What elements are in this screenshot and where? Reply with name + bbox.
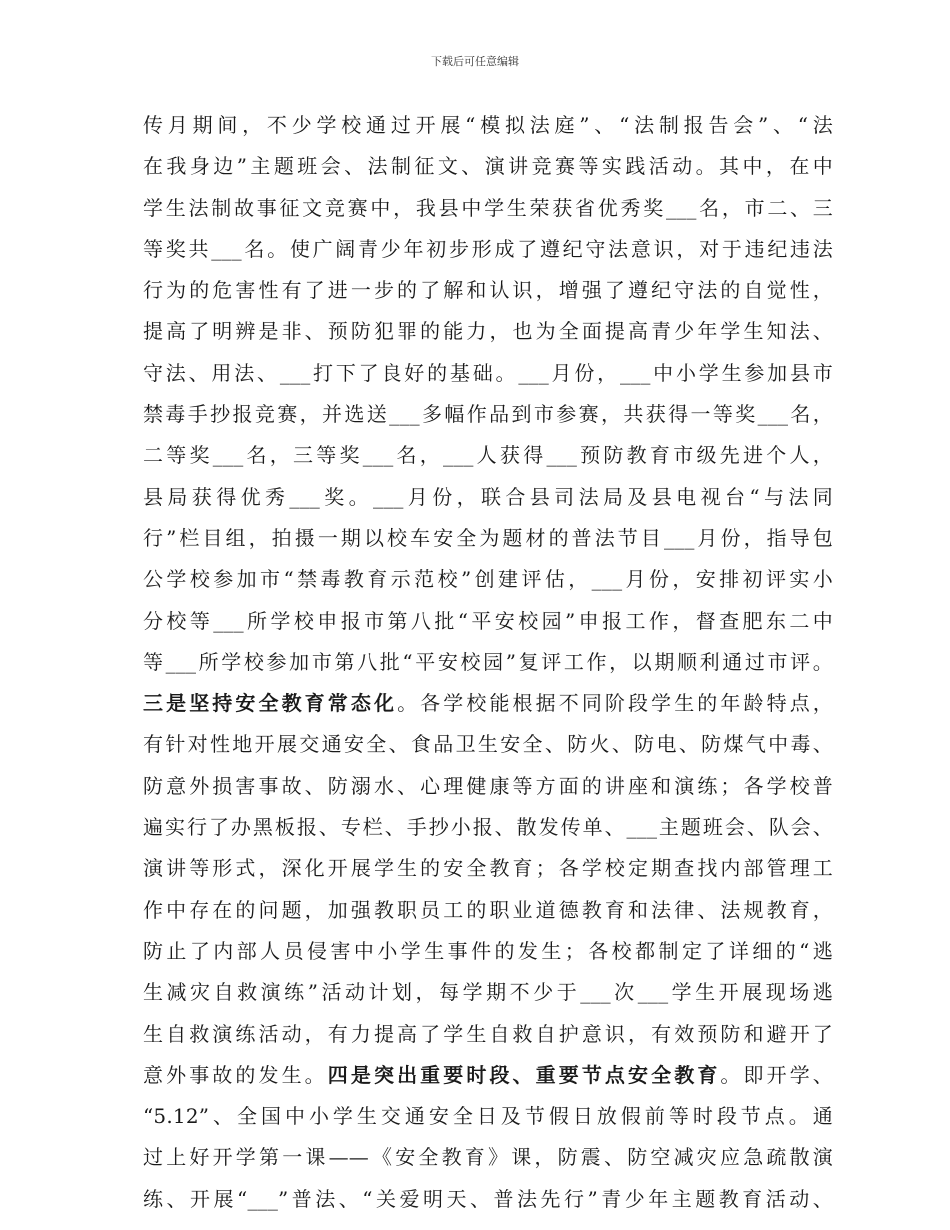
line-text: 行为的危害性有了进一步的了解和认识，增强了遵纪守法的自觉性，	[143, 278, 833, 303]
bold-heading-text: 四是突出重要时段、重要节点安全教育	[327, 1062, 721, 1087]
line-text: 生自救演练活动，有力提高了学生自救自护意识，有效预防和避开了	[143, 1021, 833, 1046]
text-line	[143, 1179, 833, 1220]
text-line	[143, 477, 833, 518]
text-line	[143, 931, 833, 972]
text-line	[143, 601, 833, 642]
text-line	[143, 146, 833, 187]
line-text: 公学校参加市“禁毒教育示范校”创建评估，___月份，安排初评实小	[143, 567, 833, 592]
line-text: 演讲等形式，深化开展学生的安全教育；各学校定期查找内部管理工	[143, 856, 833, 881]
line-text: 二等奖___名，三等奖___名，___人获得___预防教育市级先进个人，	[143, 443, 833, 468]
line-text: 生减灾自救演练”活动计划，每学期不少于___次___学生开展现场逃	[143, 980, 833, 1005]
page-header: 下载后可任意编辑	[431, 55, 519, 68]
line-text: 防意外损害事故、防溺水、心理健康等方面的讲座和演练；各学校普	[143, 773, 833, 798]
text-line	[143, 559, 833, 600]
line-text: 作中存在的问题，加强教职员工的职业道德教育和法律、法规教育，	[143, 897, 833, 922]
text-line	[143, 311, 833, 352]
line-text: 等___所学校参加市第八批“平安校园”复评工作，以期顺利通过市评。	[143, 649, 833, 674]
line-text: 遍实行了办黑板报、专栏、手抄小报、散发传单、___主题班会、队会、	[143, 815, 833, 840]
document-body	[143, 105, 833, 1220]
line-text: 提高了明辨是非、预防犯罪的能力，也为全面提高青少年学生知法、	[143, 319, 833, 344]
line-text: 行”栏目组，拍摄一期以校车安全为题材的普法节目___月份，指导包	[143, 525, 833, 550]
text-line	[143, 724, 833, 765]
text-line	[143, 1014, 833, 1055]
text-line	[143, 1055, 833, 1096]
line-text: 禁毒手抄报竞赛，并选送___多幅作品到市参赛，共获得一等奖___名，	[143, 402, 833, 427]
text-line	[143, 972, 833, 1013]
line-text: 学生法制故事征文竞赛中，我县中学生荣获省优秀奖___名，市二、三	[143, 195, 833, 220]
text-line	[143, 435, 833, 476]
text-line	[143, 270, 833, 311]
line-text: 过上好开学第一课——《安全教育》课，防震、防空减灾应急疏散演	[143, 1145, 833, 1170]
text-line	[143, 642, 833, 683]
text-line	[143, 683, 833, 724]
line-text: 意外事故的发生。	[143, 1062, 328, 1087]
text-line	[143, 1096, 833, 1137]
text-line	[143, 766, 833, 807]
text-line	[143, 188, 833, 229]
text-line	[143, 394, 833, 435]
text-line	[143, 105, 833, 146]
line-text: 分校等___所学校申报市第八批“平安校园”申报工作，督查肥东二中	[143, 608, 833, 633]
line-text: 县局获得优秀___奖。___月份，联合县司法局及县电视台“与法同	[143, 484, 833, 509]
text-line	[143, 807, 833, 848]
line-text: 。即开学、	[720, 1062, 834, 1087]
line-text: “5.12”、全国中小学生交通安全日及节假日放假前等时段节点。通	[143, 1104, 833, 1129]
line-text: 在我身边”主题班会、法制征文、演讲竞赛等实践活动。其中，在中	[143, 154, 833, 179]
text-line	[143, 1137, 833, 1178]
text-line	[143, 848, 833, 889]
line-text: 防止了内部人员侵害中小学生事件的发生；各校都制定了详细的“逃	[143, 938, 833, 963]
line-text: 守法、用法、___打下了良好的基础。___月份，___中小学生参加县市	[143, 360, 833, 385]
text-line	[143, 229, 833, 270]
bold-heading-text: 三是坚持安全教育常态化	[143, 691, 398, 716]
text-line	[143, 353, 833, 394]
line-text: 传月期间，不少学校通过开展“模拟法庭”、“法制报告会”、“法	[143, 113, 833, 137]
text-line	[143, 518, 833, 559]
line-text: 。各学校能根据不同阶段学生的年龄特点，	[397, 691, 833, 716]
line-text: 练、开展“___”普法、“关爱明天、普法先行”青少年主题教育活动、	[143, 1186, 833, 1211]
line-text: 等奖共___名。使广阔青少年初步形成了遵纪守法意识，对于违纪违法	[143, 236, 833, 261]
line-text: 有针对性地开展交通安全、食品卫生安全、防火、防电、防煤气中毒、	[143, 732, 833, 757]
text-line	[143, 890, 833, 931]
